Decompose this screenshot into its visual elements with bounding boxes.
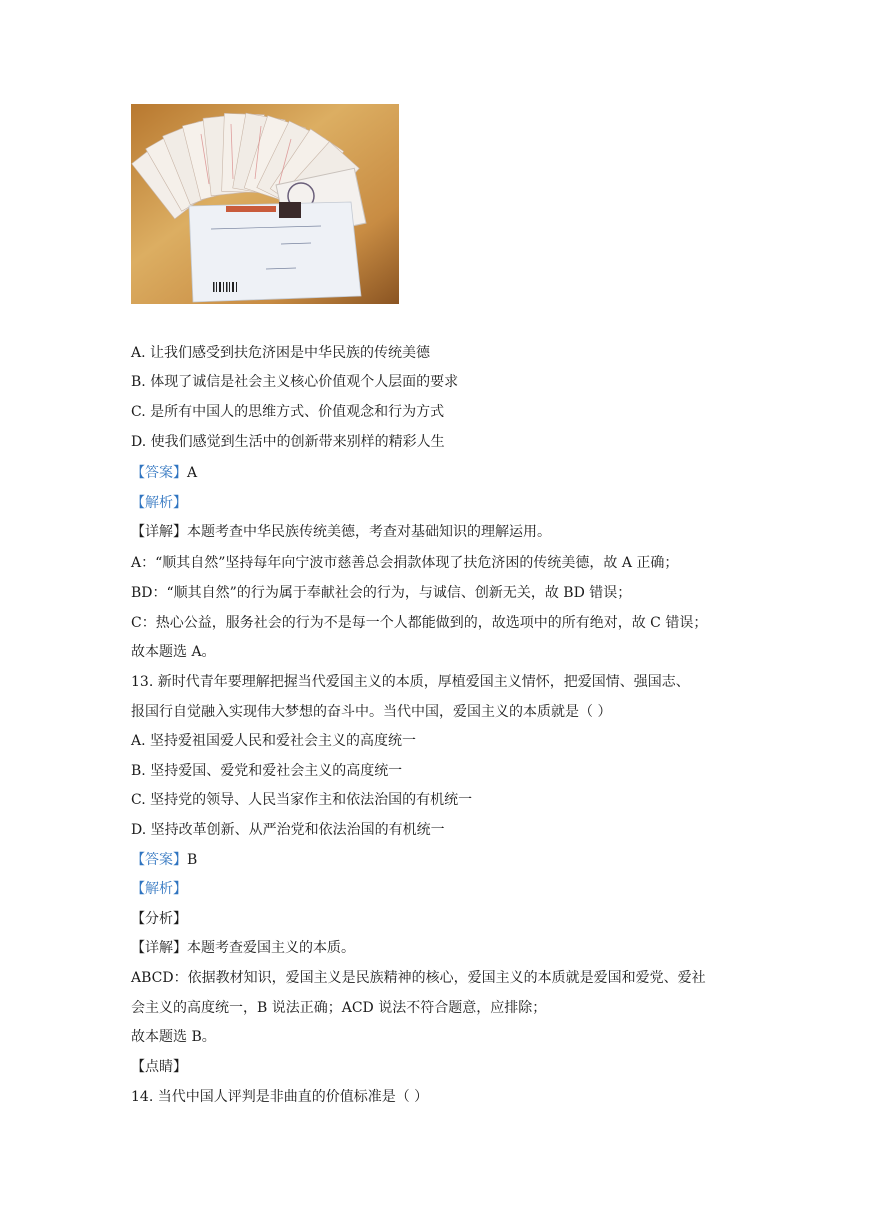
- q13-option-b: B. 坚持爱国、爱党和爱社会主义的高度统一: [131, 763, 403, 779]
- q12-option-c: C. 是所有中国人的思维方式、价值观念和行为方式: [131, 404, 445, 420]
- q12-detail-line: BD：“顺其自然”的行为属于奉献社会的行为，与诚信、创新无关，故 BD 错误；: [131, 585, 632, 601]
- q13-detail-line: 【详解】本题考查爱国主义的本质。: [131, 940, 355, 956]
- q13-answer: [131, 850, 197, 870]
- q13-detail-line: ABCD：依据教材知识，爱国主义是民族精神的核心，爱国主义的本质就是爱国和爱党、爱社: [131, 970, 706, 986]
- q13-option-a: A. 坚持爱祖国爱人民和爱社会主义的高度统一: [131, 733, 417, 749]
- q12-analysis-label: 【解析】: [131, 495, 187, 511]
- answer-value: A: [187, 465, 198, 481]
- q13-option-c: C. 坚持党的领导、人民当家作主和依法治国的有机统一: [131, 792, 473, 808]
- q12-detail-line: A：“顺其自然”坚持每年向宁波市慈善总会捐款体现了扶危济困的传统美德，故 A 正确；: [131, 555, 679, 571]
- answer-label: 【答案】: [131, 465, 187, 481]
- q12-detail-line: 【详解】本题考查中华民族传统美德，考查对基础知识的理解运用。: [131, 524, 551, 540]
- q12-detail-line: 故本题选 A。: [131, 644, 216, 660]
- q13-detail-line: 【分析】: [131, 911, 187, 927]
- q14-stem: 14. 当代中国人评判是非曲直的价值标准是（ ）: [131, 1089, 429, 1105]
- q12-detail-line: C：热心公益，服务社会的行为不是每一个人都能做到的，故选项中的所有绝对，故 C 错误；: [131, 615, 708, 631]
- q13-option-d: D. 坚持改革创新、从严治党和依法治国的有机统一: [131, 822, 445, 838]
- answer-value: B: [187, 852, 198, 868]
- q12-option-a: A. 让我们感受到扶危济困是中华民族的传统美德: [131, 345, 431, 361]
- answer-label: 【答案】: [131, 852, 187, 868]
- question-photo: [131, 104, 399, 304]
- q13-detail-line: 故本题选 B。: [131, 1029, 216, 1045]
- q13-detail-line: 【点睛】: [131, 1059, 187, 1075]
- q13-stem-line: 13. 新时代青年要理解把握当代爱国主义的本质，厚植爱国主义情怀，把爱国情、强国志、: [131, 674, 690, 690]
- q13-detail-line: 会主义的高度统一，B 说法正确；ACD 说法不符合题意，应排除；: [131, 1000, 547, 1016]
- envelope-receipts-illustration: [131, 104, 399, 304]
- q12-option-b: B. 体现了诚信是社会主义核心价值观个人层面的要求: [131, 374, 459, 390]
- q13-analysis-label: 【解析】: [131, 881, 187, 897]
- q12-option-d: D. 使我们感觉到生活中的创新带来别样的精彩人生: [131, 434, 445, 450]
- q12-answer: [131, 463, 197, 483]
- q13-stem-line: 报国行自觉融入实现伟大梦想的奋斗中。当代中国，爱国主义的本质就是（ ）: [131, 704, 612, 720]
